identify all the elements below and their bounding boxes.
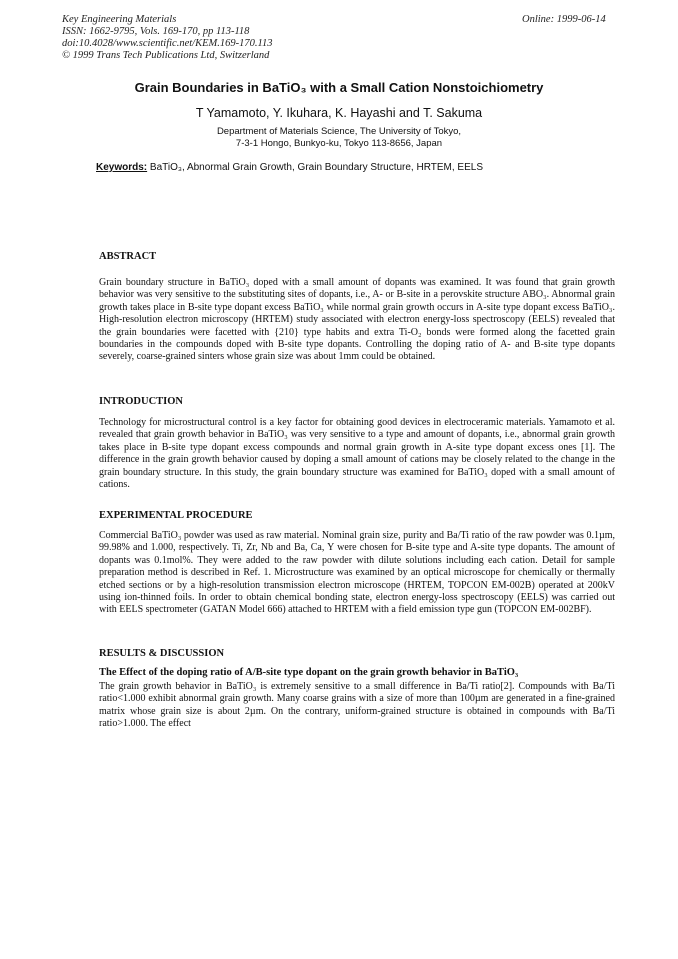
keywords-text: BaTiO₃, Abnormal Grain Growth, Grain Boundary Structure, HRTEM, EELS	[149, 162, 483, 173]
experimental-text: Commercial BaTiO₃ powder was used as raw material. Nominal grain size, purity and Ba/Ti ratio of the raw powder was 0.1µm, 99.98% and 1.000, respectively. Ti, Zr, Nb and Ba, Ca, Y were chosen for B-site type and A-site type dopants. The amount of dopants was 0.1mol%. They were added to the raw powder with dilute solutions including each cation. Detail for sample preparation method is described in Ref. 1. Microstructure was examined by an optical microscope for chemically or thermally etched sections or by a high-resolution transmission electron microscope (HRTEM, TOPCON EM-002B) operated at 200kV using ion-thinned foils. In order to obtain chemical bonding state, electron energy-loss spectroscopy (EELS) was carried out with EELS spectrometer (GATAN Model 666) attached to HRTEM with a field emission type gun (TOPCON EM-002BF).	[99, 530, 615, 616]
copyright-line: © 1999 Trans Tech Publications Ltd, Switzerland	[62, 50, 270, 61]
doi-line: doi:10.4028/www.scientific.net/KEM.169-170.113	[62, 38, 273, 49]
introduction-heading: INTRODUCTION	[99, 396, 184, 407]
results-subheading: The Effect of the doping ratio of A/B-site type dopant on the grain growth behavior in BaTiO₃	[99, 667, 519, 678]
affiliation-line-1: Department of Materials Science, The University of Tokyo,	[216, 126, 462, 137]
issn-line: ISSN: 1662-9795, Vols. 169-170, pp 113-118	[62, 26, 250, 37]
online-date: Online: 1999-06-14	[522, 14, 606, 25]
paper-title: Grain Boundaries in BaTiO₃ with a Small Cation Nonstoichiometry	[134, 80, 544, 95]
introduction-text: Technology for microstructural control is a key factor for obtaining good devices in electroceramic materials. Yamamoto et al. revealed that grain growth behavior in BaTiO₃ was very sensitive to a type and amount of dopants, i.e., abnormal grain growth takes place in B-site type dopant excess compounds and normal grain growth in A-site type dopant excess ones [1]. The difference in the grain growth behavior caused by doping a small amount of cations may be closely related to the change in the grain boundary structure. In this study, the grain boundary structure was examined for BaTiO₃ doped with a small amount of cations.	[99, 417, 615, 491]
keywords-line	[96, 162, 616, 173]
journal-name: Key Engineering Materials	[62, 14, 177, 25]
affiliation	[0, 126, 678, 150]
results-text: The grain growth behavior in BaTiO₃ is extremely sensitive to a small difference in Ba/Ti ratio[2]. Compounds with Ba/Ti ratio<1.000 exhibit abnormal grain growth. Many coarse grains with a size of more than 100µm are generated in a fine-grained matrix whose grain size is about 2µm. On the contrary, uniform-grained structure is obtained in compounds with Ba/Ti ratio>1.000. The effect	[99, 681, 615, 730]
results-heading: RESULTS & DISCUSSION	[99, 648, 225, 659]
journal-header	[62, 14, 272, 62]
abstract-text: Grain boundary structure in BaTiO₃ doped with a small amount of dopants was examined. It was found that grain growth behavior was very sensitive to the substituting sites of dopants, i.e., A- or B-site in a perovskite structure ABO₃. Abnormal grain growth takes place in B-site type dopant excess BaTiO₃ while normal grain growth occurs in A-site type dopant excess BaTiO₃. High-resolution electron microscopy (HRTEM) study associated with electron energy-loss spectroscopy (EELS) revealed that the grain boundaries were facetted with {210} type habits and extra Ti-O₂ bonds were formed along the facetted grain boundaries in the compounds doped with B-site type dopants. Controlling the doping ratio of A- and B-site type dopants severely, coarse-grained sinters whose grain size was about 1mm could be obtained.	[99, 277, 615, 363]
keywords-label: Keywords:	[96, 162, 148, 173]
affiliation-line-2: 7-3-1 Hongo, Bunkyo-ku, Tokyo 113-8656, Japan	[235, 138, 443, 149]
abstract-heading: ABSTRACT	[99, 251, 157, 262]
experimental-heading: EXPERIMENTAL PROCEDURE	[99, 510, 253, 521]
author-list: T Yamamoto, Y. Ikuhara, K. Hayashi and T. Sakuma	[195, 106, 483, 120]
